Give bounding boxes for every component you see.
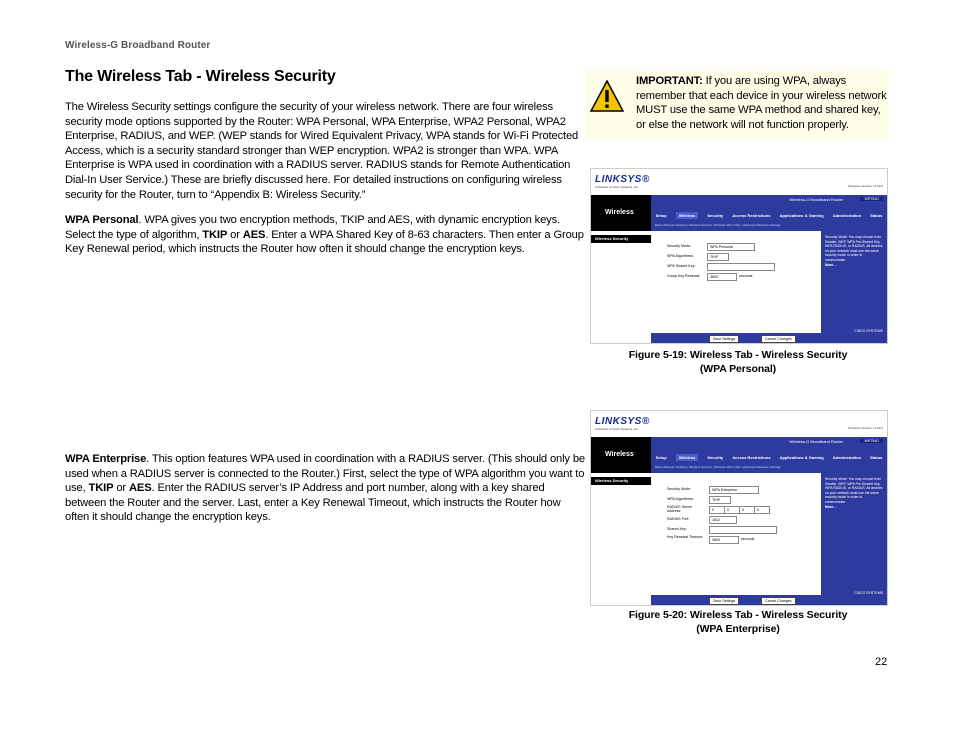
help-text: Security Mode: You may choose from Disable, WEP, WPA Pre-Shared Key, WPA RADIUS, or RADIUS. All devices on your network must use the same security mode in order to communicate. More... — [825, 235, 883, 267]
wpa-personal-tkip: TKIP — [202, 228, 228, 241]
cisco-logo: CISCO SYSTEMS — [854, 591, 883, 595]
warning-icon — [590, 80, 624, 112]
figure-caption-20 — [590, 608, 886, 636]
linksys-logo: LINKSYS® — [595, 174, 650, 185]
button-strip — [651, 595, 821, 605]
renewal-unit: seconds — [739, 274, 753, 278]
important-body: If you are using WPA, always remember that each device in your wireless network MUST use the same WPA method and shared key, or else the network will not function properly. — [636, 75, 887, 131]
label-group-key-renewal: Group Key Renewal: — [667, 274, 701, 278]
radius-ip-octet-2[interactable]: 0 — [724, 506, 740, 514]
label-shared-key: Shared Key: — [667, 527, 687, 531]
tab-administration[interactable]: Administration — [832, 212, 862, 218]
tab-status[interactable]: Status — [870, 454, 883, 460]
logo-subtitle: A Division of Cisco Systems, Inc. — [595, 185, 639, 189]
left-column — [591, 231, 651, 343]
important-note — [586, 70, 889, 140]
wpa-enterprise-paragraph — [65, 452, 585, 525]
label-key-renewal-timeout: Key Renewal Timeout: — [667, 535, 703, 539]
wpa-enterprise-tkip: TKIP — [88, 482, 114, 495]
wpa-enterprise-aes: AES — [128, 482, 152, 495]
left-label: Wireless Security — [595, 236, 629, 241]
running-header: Wireless-G Broadband Router — [65, 40, 211, 51]
figure-caption-19 — [590, 348, 886, 376]
section-title: The Wireless Tab - Wireless Security — [65, 68, 336, 85]
important-text — [636, 74, 889, 132]
important-label: IMPORTANT: — [636, 75, 703, 87]
save-settings-button[interactable]: Save Settings — [709, 335, 739, 343]
caption-19-line-1: Figure 5-19: Wireless Tab - Wireless Security — [628, 349, 848, 361]
wpa-personal-aes: AES — [242, 228, 266, 241]
group-key-renewal-input[interactable]: 3600 — [707, 273, 737, 281]
label-wpa-algorithms: WPA Algorithms: — [667, 497, 694, 501]
help-more-link[interactable]: More... — [825, 504, 836, 509]
tab-administration[interactable]: Administration — [832, 454, 862, 460]
wpa-personal-text-3: . Enter a WPA Shared Key of 8-63 characters. Then enter a Group Key Renewal period, which instructs the Router how often it should change the encryption keys. — [65, 228, 584, 256]
wpa-shared-key-input[interactable] — [707, 263, 775, 271]
shared-key-input[interactable] — [709, 526, 777, 534]
tab-security[interactable]: Security — [707, 212, 724, 218]
radius-ip-octet-4[interactable]: 0 — [754, 506, 770, 514]
wpa-enterprise-text-2: or — [113, 482, 129, 495]
caption-19-line-2: (WPA Personal) — [699, 363, 777, 375]
wpa-enterprise-text-1: . This option features WPA used in coordination with a RADIUS server. (This should only be used when a RADIUS server is connected to the Router.) First, select the type of WPA algorithm you want to use, — [65, 453, 585, 495]
left-column — [591, 473, 651, 605]
section-name: Wireless — [605, 451, 634, 458]
radius-ip-octet-3[interactable]: 0 — [739, 506, 755, 514]
linksys-logo: LINKSYS® — [595, 416, 650, 427]
router-tabs — [651, 451, 887, 463]
tab-access-restrictions[interactable]: Access Restrictions — [732, 454, 771, 460]
radius-port-input[interactable]: 1812 — [709, 516, 737, 524]
firmware-version: Firmware Version: v1.00.0 — [848, 426, 883, 430]
label-security-mode: Security Mode: — [667, 487, 691, 491]
product-name: Wireless-G Broadband Router — [789, 439, 843, 444]
label-radius-server: RADIUS Server Address: — [667, 505, 693, 513]
security-mode-select[interactable]: WPA Enterprise — [709, 486, 759, 494]
router-subtabs[interactable]: Basic Wireless Settings | Wireless Security | Wireless MAC Filter | Advanced Wireless Settings — [655, 223, 781, 227]
router-nav — [651, 195, 887, 231]
left-label: Wireless Security — [595, 478, 629, 483]
model-badge: WRT54G — [860, 197, 883, 201]
tab-access-restrictions[interactable]: Access Restrictions — [732, 212, 771, 218]
label-wpa-shared-key: WPA Shared Key: — [667, 264, 696, 268]
router-screenshot-wpa-enterprise — [590, 410, 888, 606]
cancel-changes-button[interactable]: Cancel Changes — [761, 335, 796, 343]
tab-wireless[interactable]: Wireless — [676, 454, 698, 461]
cancel-changes-button[interactable]: Cancel Changes — [761, 597, 796, 605]
tab-setup[interactable]: Setup — [655, 454, 667, 460]
wpa-algorithm-select[interactable]: TKIP — [707, 253, 729, 261]
tab-applications-gaming[interactable]: Applications & Gaming — [779, 212, 824, 218]
router-topbar — [591, 169, 887, 195]
tab-setup[interactable]: Setup — [655, 212, 667, 218]
caption-20-line-1: Figure 5-20: Wireless Tab - Wireless Security — [628, 609, 848, 621]
save-settings-button[interactable]: Save Settings — [709, 597, 739, 605]
wpa-enterprise-term: WPA Enterprise — [65, 453, 147, 465]
tab-wireless[interactable]: Wireless — [676, 212, 698, 219]
logo-subtitle: A Division of Cisco Systems, Inc. — [595, 427, 639, 431]
security-mode-select[interactable]: WPA Personal — [707, 243, 755, 251]
intro-paragraph: The Wireless Security settings configure the security of your wireless network. There are four wireless security mode options supported by the Router: WPA Personal, WPA Enterprise, WPA2 Personal, WPA2 Enterprise, RADIUS, and WEP. (WEP stands for Wired Equivalent Privacy, WPA stands for Wi-Fi Protected Access, which is a security standard stronger than WEP encryption. WPA2 is stronger than WPA. WPA Enterprise is WPA used in coordination with a RADIUS server. RADIUS stands for Remote Authentication Dial-In User Service.) These are briefly discussed here. For detailed instructions on configuring wireless security for the Router, turn to “Appendix B: Wireless Security.” — [65, 101, 579, 201]
section-panel — [591, 195, 651, 231]
section-name: Wireless — [605, 209, 634, 216]
help-panel — [821, 231, 887, 343]
router-topbar — [591, 411, 887, 437]
router-subtabs[interactable]: Basic Wireless Settings | Wireless Security | Wireless MAC Filter | Advanced Wireless Settings — [655, 465, 781, 469]
radius-ip-octet-1[interactable]: 0 — [709, 506, 725, 514]
page-number: 22 — [875, 656, 888, 668]
router-nav — [651, 437, 887, 473]
wpa-personal-paragraph — [65, 213, 585, 257]
label-security-mode: Security Mode: — [667, 244, 691, 248]
wpa-personal-text-1: . WPA gives you two encryption methods, TKIP and AES, with dynamic encryption keys. Select the type of algorithm, — [65, 214, 561, 241]
timeout-unit: seconds — [741, 537, 755, 541]
label-wpa-algorithms: WPA Algorithms: — [667, 254, 694, 258]
firmware-version: Firmware Version: v1.00.0 — [848, 184, 883, 188]
product-name: Wireless-G Broadband Router — [789, 197, 843, 202]
section-panel — [591, 437, 651, 473]
wpa-personal-text-2: or — [227, 228, 243, 241]
tab-applications-gaming[interactable]: Applications & Gaming — [779, 454, 824, 460]
help-panel — [821, 473, 887, 605]
help-more-link[interactable]: More... — [825, 262, 836, 267]
help-text: Security Mode: You may choose from Disable, WEP, WPA Pre-Shared Key, WPA RADIUS, or RADIUS. All devices on your network must use the same security mode in order to communicate. More... — [825, 477, 883, 509]
key-renewal-timeout-input[interactable]: 3600 — [709, 536, 739, 544]
cisco-logo: CISCO SYSTEMS — [854, 329, 883, 333]
router-tabs — [651, 209, 887, 221]
label-radius-port: RADIUS Port: — [667, 517, 690, 521]
model-badge: WRT54G — [860, 439, 883, 443]
tab-status[interactable]: Status — [870, 212, 883, 218]
router-screenshot-wpa-personal — [590, 168, 888, 344]
wpa-personal-term: WPA Personal — [65, 214, 139, 226]
tab-security[interactable]: Security — [707, 454, 724, 460]
wpa-algorithm-select[interactable]: TKIP — [709, 496, 731, 504]
wpa-enterprise-text-3: . Enter the RADIUS server’s IP Address and port number, along with a key shared between the Router and the server. Last, enter a Key Renewal Timeout, which instructs the Router how often it should change the encryption keys. — [65, 482, 561, 524]
caption-20-line-2: (WPA Enterprise) — [696, 623, 780, 635]
button-strip — [651, 333, 821, 343]
